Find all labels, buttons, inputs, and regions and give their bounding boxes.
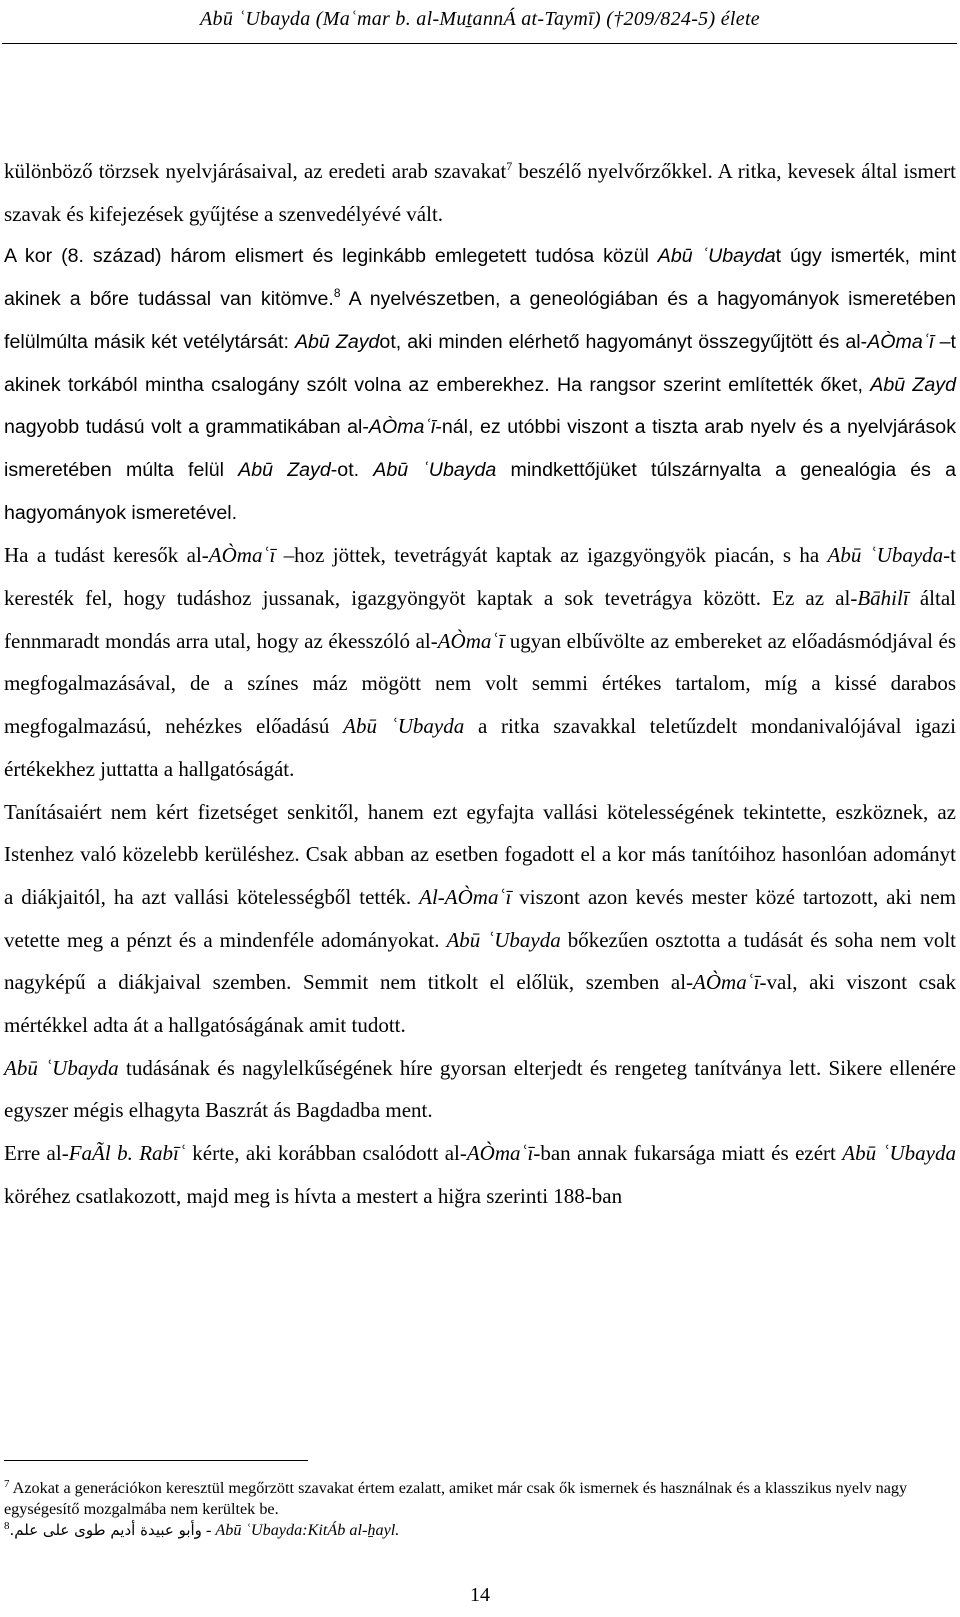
text-run: -val, aki viszont csak mértékkel adta át a hallgatóságának amit tudott. — [4, 970, 956, 1038]
italic-term: Abū ʿUbayda — [446, 927, 561, 952]
paragraph — [4, 235, 956, 534]
italic-term: AÒmaʿī — [867, 330, 934, 353]
text-run: mindkettőjüket túlszárnyalta a genealógia és a hagyományok ismeretével. — [4, 458, 957, 524]
italic-term: AÒmaʿī — [208, 543, 276, 568]
text-run: viszont azon kevés mester közé tartozott, aki nem vetette meg a pénzt és a mindenféle adományokat. — [4, 884, 956, 952]
text-run: Erre al- — [4, 1141, 69, 1166]
footnote-8-mark: 8 — [4, 1520, 10, 1532]
footnote-separator — [4, 1460, 308, 1461]
text-run: -ban annak fukarsága miatt és ezért — [533, 1141, 843, 1166]
text-run: –t akinek torkából mintha csalogány szólt volna az emberekhez. Ha rangsor szerint említették őket, — [4, 330, 956, 396]
text-run: a ritka szavakkal teletűzdelt mondanivalójával igazi értékekhez juttatta a hallgatóságát. — [4, 714, 956, 781]
footnote-7-text: Azokat a generációkon keresztül megőrzött szavakat értem ezalatt, amiket már csak ők ismernek és használnak és a klasszikus nyelv nagy egységesítő mozgalmába nem kerültek be. — [4, 1479, 908, 1518]
text-run: különböző törzsek nyelvjárásaival, az eredeti arab szavakat — [4, 159, 507, 183]
italic-term: Abū Zayd — [870, 373, 956, 396]
italic-term: Bāhilī — [857, 586, 909, 611]
body-text — [4, 150, 956, 1218]
italic-term: AÒmaʿī — [437, 628, 505, 653]
text-run: ot, aki minden elérhető hagyományt összegyűjtött és al- — [379, 330, 868, 353]
footnote-8-arabic: وأبو عبيدة أديم طوى على علم. — [9, 1521, 202, 1539]
italic-term: AÒmaʿī — [693, 970, 760, 995]
text-run: köréhez csatlakozott, majd meg is hívta a mestert a hiğra szerinti 188-ban — [4, 1183, 623, 1208]
running-header: Abū ʿUbayda (Maʿmar b. al-MuṯannÁ at-Taymī) (†209/824-5) élete — [200, 8, 760, 30]
italic-term: Al-AÒmaʿī — [419, 884, 512, 909]
paragraph — [4, 534, 956, 790]
italic-term: AÒmaʿī — [368, 416, 436, 439]
italic-term: Abū ʿUbayda — [4, 1055, 119, 1080]
footnote-ref: 8 — [333, 286, 341, 301]
text-run: A kor (8. század) három elismert és leginkább emlegetett tudósa közül — [4, 245, 658, 268]
text-run: nagyobb tudású volt a grammatikában al- — [4, 416, 369, 439]
paragraph — [4, 791, 956, 1047]
text-run: bőkezűen osztotta a tudását és soha nem volt nagyképű a diákjaival szemben. Semmit nem titkolt el előlük, szemben al- — [4, 927, 956, 995]
text-run: –hoz jöttek, tevetrágyát kaptak az igazgyöngyök piacán, s ha — [275, 543, 828, 568]
footnote-7 — [4, 1478, 956, 1520]
text-run: -t keresték fel, hogy tudáshoz jussanak, igazgyöngyöt kaptak a sok tevetrágya között. Ez az al- — [4, 543, 956, 611]
italic-term: Abū ʿUbayda — [827, 543, 944, 568]
text-run: Ha a tudást keresők al- — [4, 543, 209, 568]
paragraph — [4, 150, 956, 235]
italic-term: AÒmaʿī — [466, 1141, 534, 1166]
italic-term: Abū ʿUbayda — [842, 1141, 956, 1166]
text-run: kérte, aki korábban csalódott al- — [185, 1141, 467, 1166]
italic-term: Abū ʿUbayda — [657, 245, 776, 268]
text-run: -ot. — [330, 458, 374, 481]
text-run: beszélő nyelvőrzőkkel. A ritka, kevesek által ismert szavak és kifejezések gyűjtése a szenvedélyévé vált. — [4, 159, 956, 226]
footnote-ref: 7 — [506, 159, 513, 173]
text-run: t úgy ismerték, mint akinek a bőre tudással van kitömve. — [4, 245, 957, 311]
italic-term: Abū ʿUbayda — [343, 714, 465, 739]
text-run: által fennmaradt mondás arra utal, hogy az ékesszóló al- — [4, 586, 956, 653]
text-run: -nál, ez utóbbi viszont a tiszta arab nyelv és a nyelvjárások ismeretében múlta felül — [4, 416, 956, 481]
text-run: ugyan elbűvölte az embereket az előadásmódjával és megfogalmazásával, de a színes máz mögött nem volt semmi értékes tartalom, míg a kissé darabos megfogalmazású, nehézkes előadású — [4, 628, 956, 739]
page-number: 14 — [470, 1584, 490, 1606]
footnote-8-sep: - — [201, 1521, 216, 1539]
paragraph — [4, 1132, 956, 1217]
footnote-8 — [4, 1520, 956, 1541]
italic-term: Abū Zayd — [294, 330, 380, 353]
italic-term: Abū Zayd — [238, 458, 331, 481]
italic-term: Abū ʿUbayda — [373, 458, 497, 481]
text-run: A nyelvészetben, a geneológiában és a hagyományok ismeretében felülmúlta másik két vetélytársát: — [4, 288, 956, 353]
italic-term: FaÃl b. Rabīʿ — [68, 1141, 186, 1166]
footnotes — [4, 1478, 956, 1541]
header-rule — [2, 43, 957, 44]
footnote-7-mark: 7 — [4, 1478, 10, 1490]
text-run: Tanításaiért nem kért fizetséget senkitől, hanem ezt egyfajta vallási kötelességének tekintette, eszköznek, az Istenhez való közelebb kerüléshez. Csak abban az esetben fogadott el a kor más tanítóihoz hasonlóan adományt a diákjaitól, ha azt vallási kötelességből tették. — [4, 799, 956, 909]
footnote-8-citation: Abū ʿUbayda:KitÁb al-ẖayl. — [215, 1521, 400, 1539]
paragraph — [4, 1047, 956, 1132]
text-run: tudásának és nagylelkűségének híre gyorsan elterjedt és rengeteg tanítványa lett. Sikere ellenére egyszer mégis elhagyta Baszrát ás Bagdadba ment. — [4, 1055, 956, 1123]
